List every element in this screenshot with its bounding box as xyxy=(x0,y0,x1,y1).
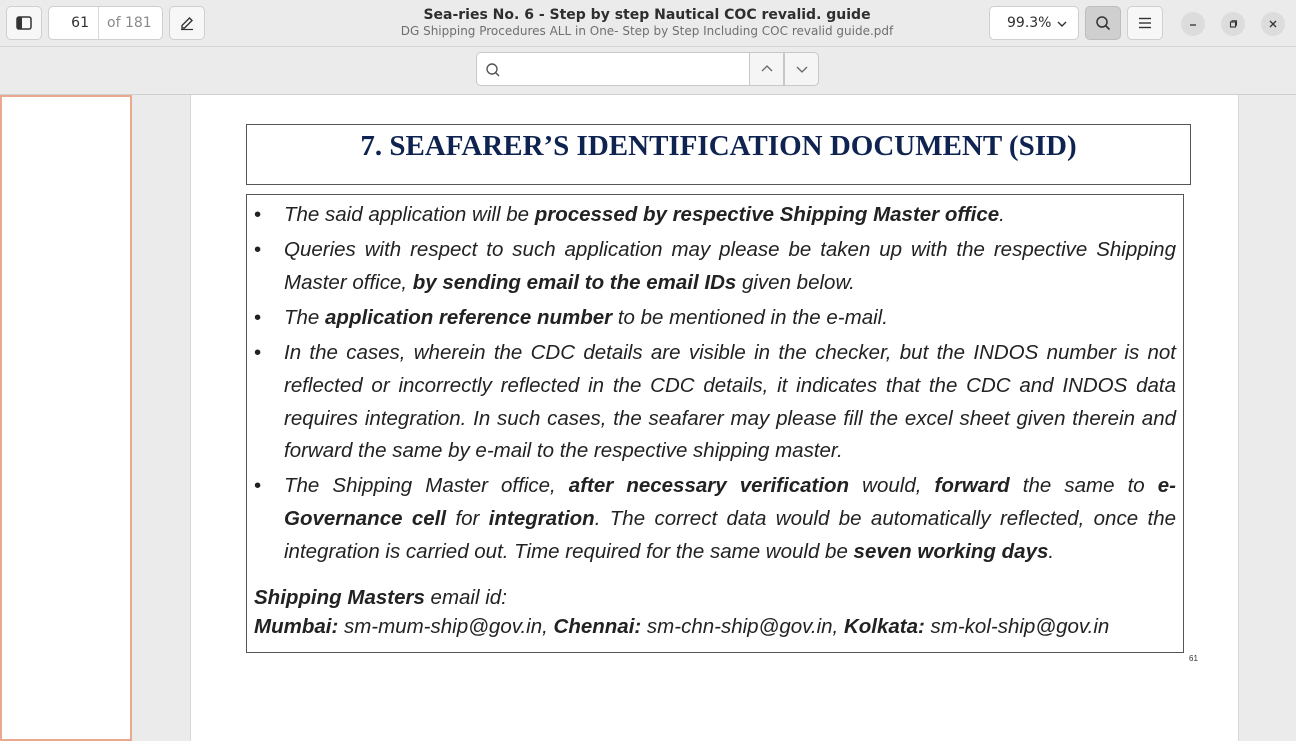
list-item: The Shipping Master office, after necessary verification would, forward the same to e-Governance cell for integration. The correct data would be automatically reflected, once the integration is carried out. Time required for the same would be seven working days. xyxy=(284,474,1176,563)
zoom-dropdown[interactable] xyxy=(989,6,1079,40)
chevron-up-icon xyxy=(760,64,774,74)
current-page-input[interactable]: 61 xyxy=(49,7,99,39)
email-list: Mumbai: sm-mum-ship@gov.in, Chennai: sm-chn-ship@gov.in, Kolkata: sm-kol-ship@gov.in xyxy=(254,615,1110,638)
heading-box xyxy=(246,124,1191,185)
main-menu-button[interactable] xyxy=(1127,6,1163,40)
maximize-button[interactable] xyxy=(1221,12,1245,36)
search-icon xyxy=(1095,15,1111,31)
list-item: The application reference number to be mentioned in the e-mail. xyxy=(284,306,888,329)
page-total-label: of 181 xyxy=(107,15,152,31)
find-input[interactable] xyxy=(507,59,741,81)
close-icon xyxy=(1268,19,1278,29)
zoom-value: 99.3% xyxy=(1007,15,1052,31)
sidebar-toggle-button[interactable] xyxy=(6,6,42,40)
find-next-button[interactable] xyxy=(784,52,819,86)
shipping-masters-label: Shipping Masters email id: xyxy=(254,586,507,609)
list-item: The said application will be processed by respective Shipping Master office. xyxy=(284,203,1005,226)
find-field[interactable] xyxy=(476,52,750,86)
list-item: In the cases, wherein the CDC details are visible in the checker, but the INDOS number is not reflected or incorrectly reflected in the CDC details, it indicates that the CDC and INDOS data requires integration. In such cases, the seafarer may please fill the excel sheet given therein and forward the same by e-mail to the respective shipping master. xyxy=(284,341,1176,463)
close-button[interactable] xyxy=(1261,12,1285,36)
list-item: Queries with respect to such application may please be taken up with the respective Shipping Master office, by sending email to the email IDs given below. xyxy=(284,238,1176,294)
chevron-down-icon xyxy=(1056,18,1068,30)
document-title: Sea-ries No. 6 - Step by step Nautical COC revalid. guide xyxy=(423,7,871,23)
bullet: • xyxy=(254,203,262,226)
restore-icon xyxy=(1228,19,1238,29)
search-toggle-button[interactable] xyxy=(1085,6,1121,40)
bullet: • xyxy=(254,341,262,364)
sidebar-icon xyxy=(16,16,32,30)
document-filename: DG Shipping Procedures ALL in One- Step by Step Including COC revalid guide.pdf xyxy=(400,24,894,38)
hamburger-icon xyxy=(1138,17,1152,29)
page-heading: 7. SEAFARER’S IDENTIFICATION DOCUMENT (SID) xyxy=(360,130,1077,162)
pencil-icon xyxy=(179,15,195,31)
bullet: • xyxy=(254,474,262,497)
find-previous-button[interactable] xyxy=(749,52,784,86)
page-number-field[interactable] xyxy=(48,6,163,40)
bullet: • xyxy=(254,306,262,329)
window-title-block xyxy=(347,6,947,39)
thumbnail-sidebar[interactable] xyxy=(0,95,132,741)
page-footer-number: 61 xyxy=(1189,654,1198,663)
minimize-icon xyxy=(1188,19,1198,29)
bullet: • xyxy=(254,238,262,261)
chevron-down-icon xyxy=(795,64,809,74)
minimize-button[interactable] xyxy=(1181,12,1205,36)
search-icon xyxy=(485,62,501,78)
annotate-button[interactable] xyxy=(169,6,205,40)
